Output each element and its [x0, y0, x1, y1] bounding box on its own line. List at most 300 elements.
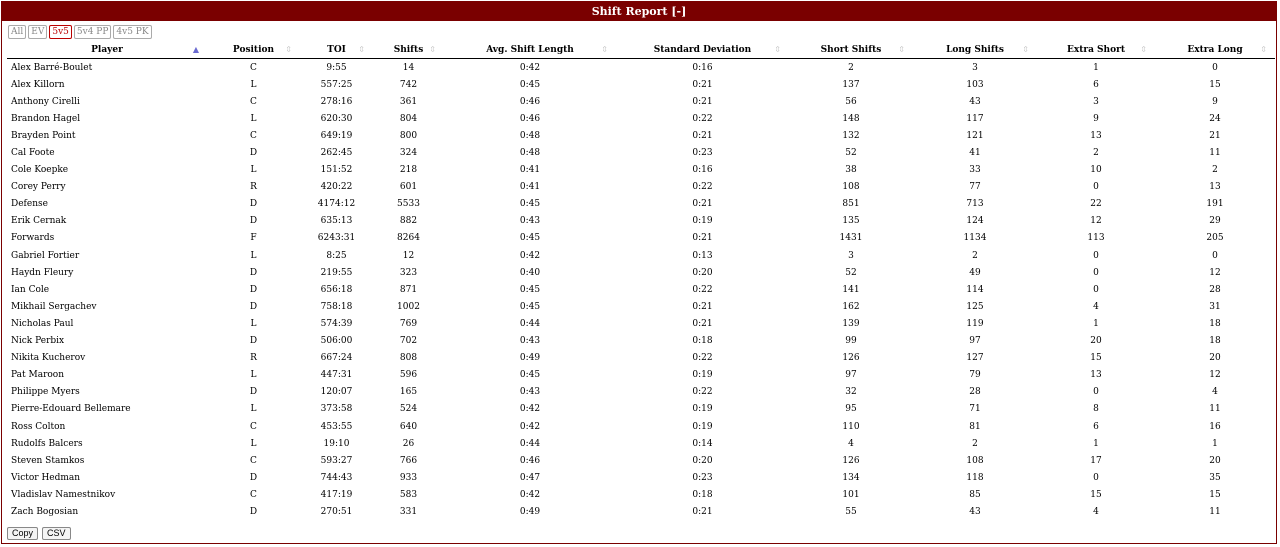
- table-cell: Pat Maroon: [11, 370, 65, 381]
- table-cell: 0:21: [692, 96, 713, 107]
- table-cell: 0:20: [692, 267, 713, 278]
- table-cell: 0:44: [519, 438, 541, 449]
- table-cell: 744:43: [320, 472, 353, 483]
- table-cell: 1: [1093, 62, 1099, 73]
- table-cell: D: [249, 284, 258, 295]
- table-cell: 20: [1209, 455, 1221, 466]
- table-row: [7, 144, 1275, 161]
- filter-4v5-pk[interactable]: 4v5 PK: [113, 25, 151, 39]
- table-cell: 3: [972, 62, 978, 73]
- table-cell: 71: [969, 404, 981, 415]
- sort-icon: ⇳: [1260, 44, 1267, 54]
- table-cell: 506:00: [320, 336, 353, 347]
- table-cell: 635:13: [320, 216, 353, 227]
- table-cell: 126: [842, 353, 860, 364]
- table-cell: 871: [399, 284, 418, 295]
- table-cell: 742: [399, 79, 418, 90]
- shift-table: [7, 41, 1275, 521]
- filter-5v5[interactable]: 5v5: [49, 25, 72, 39]
- table-cell: 270:51: [320, 506, 353, 517]
- table-cell: 0:49: [519, 506, 541, 517]
- table-cell: 219:55: [320, 267, 353, 278]
- sort-icon: ⇳: [1140, 44, 1147, 54]
- table-cell: 0:16: [692, 62, 713, 73]
- table-cell: 800: [399, 130, 418, 141]
- table-cell: 8:25: [326, 250, 347, 261]
- table-row: [7, 127, 1275, 144]
- table-cell: 18: [1209, 336, 1221, 347]
- table-cell: C: [250, 62, 257, 73]
- table-cell: 103: [966, 79, 984, 90]
- table-cell: 0:42: [519, 489, 541, 500]
- table-row: [7, 298, 1275, 315]
- table-cell: 0:19: [692, 216, 713, 227]
- table-cell: 8: [1093, 404, 1099, 415]
- table-cell: 15: [1090, 353, 1102, 364]
- table-row: [7, 452, 1275, 469]
- table-cell: L: [250, 438, 257, 449]
- table-cell: 0:21: [692, 301, 713, 312]
- table-cell: 32: [845, 387, 857, 398]
- table-cell: Nikita Kucherov: [11, 353, 86, 364]
- table-cell: 21: [1209, 130, 1221, 141]
- table-cell: 17: [1090, 455, 1102, 466]
- table-cell: 2: [848, 62, 854, 73]
- col-player[interactable]: Player ▲: [7, 41, 207, 59]
- table-body: [7, 59, 1275, 521]
- filter-ev[interactable]: EV: [28, 25, 47, 39]
- table-cell: L: [250, 165, 257, 176]
- table-cell: Ross Colton: [11, 421, 66, 432]
- table-cell: 0:42: [519, 250, 541, 261]
- table-cell: Steven Stamkos: [11, 455, 85, 466]
- table-cell: 882: [399, 216, 418, 227]
- table-cell: 0:21: [692, 318, 713, 329]
- table-cell: 0:19: [692, 404, 713, 415]
- copy-button[interactable]: Copy: [7, 527, 38, 540]
- table-cell: 0: [1093, 472, 1099, 483]
- table-cell: Zach Bogosian: [11, 506, 79, 517]
- table-cell: 55: [845, 506, 857, 517]
- table-cell: 31: [1209, 301, 1221, 312]
- table-cell: 11: [1209, 506, 1221, 517]
- table-cell: Mikhail Sergachev: [11, 301, 97, 312]
- table-cell: 933: [399, 472, 418, 483]
- sort-icon: ⇳: [358, 44, 365, 54]
- table-cell: 134: [842, 472, 860, 483]
- table-cell: 15: [1209, 489, 1221, 500]
- table-cell: 124: [966, 216, 984, 227]
- table-cell: C: [250, 489, 257, 500]
- table-cell: 766: [399, 455, 418, 466]
- table-cell: R: [250, 182, 257, 193]
- table-row: [7, 384, 1275, 401]
- table-cell: 0:45: [519, 284, 541, 295]
- table-cell: 12: [402, 250, 415, 261]
- table-cell: 453:55: [320, 421, 353, 432]
- table-cell: D: [249, 336, 258, 347]
- table-cell: 0:41: [519, 165, 541, 176]
- table-cell: D: [249, 506, 258, 517]
- table-cell: 151:52: [320, 165, 353, 176]
- table-cell: 10: [1090, 165, 1102, 176]
- col-extra-long[interactable]: Extra Long ⇳: [1155, 41, 1275, 59]
- table-cell: 0:45: [519, 199, 541, 210]
- table-cell: 0: [1212, 62, 1218, 73]
- table-cell: 127: [966, 353, 984, 364]
- table-cell: 6: [1093, 79, 1099, 90]
- table-cell: 2: [1093, 148, 1099, 159]
- table-cell: 0: [1093, 267, 1099, 278]
- table-cell: 6: [1093, 421, 1099, 432]
- table-row: [7, 281, 1275, 298]
- table-cell: 141: [842, 284, 860, 295]
- table-cell: 0:42: [519, 62, 541, 73]
- table-row: [7, 469, 1275, 486]
- table-cell: Gabriel Fortier: [11, 250, 80, 261]
- table-cell: 137: [842, 79, 860, 90]
- table-cell: 13: [1090, 370, 1102, 381]
- table-cell: 804: [399, 113, 418, 124]
- table-row: [7, 264, 1275, 281]
- table-cell: 0:22: [692, 113, 713, 124]
- table-cell: 165: [399, 387, 418, 398]
- table-cell: 0: [1093, 182, 1099, 193]
- table-cell: 18: [1209, 318, 1221, 329]
- table-cell: 0:14: [692, 438, 713, 449]
- table-cell: 0:47: [519, 472, 541, 483]
- shift-report-panel: [1, 1, 1277, 544]
- table-cell: 218: [399, 165, 418, 176]
- table-cell: 113: [1087, 233, 1105, 244]
- table-row: [7, 110, 1275, 127]
- sort-icon: ⇳: [774, 44, 781, 54]
- table-cell: 593:27: [320, 455, 353, 466]
- table-cell: 0:19: [692, 370, 713, 381]
- sort-icon: ⇳: [285, 44, 292, 54]
- table-cell: 101: [842, 489, 860, 500]
- table-cell: 29: [1209, 216, 1221, 227]
- table-cell: 2: [1212, 165, 1218, 176]
- table-cell: 16: [1209, 421, 1221, 432]
- table-cell: L: [250, 370, 257, 381]
- table-cell: 1431: [839, 233, 863, 244]
- table-cell: F: [250, 233, 257, 244]
- filter-all[interactable]: All: [8, 25, 26, 39]
- table-cell: Rudolfs Balcers: [11, 438, 83, 449]
- table-cell: 0: [1093, 250, 1099, 261]
- table-cell: 85: [969, 489, 981, 500]
- table-cell: 0:21: [692, 199, 713, 210]
- table-cell: 420:22: [320, 182, 353, 193]
- table-cell: 0:48: [519, 148, 541, 159]
- table-cell: 2: [972, 438, 978, 449]
- table-cell: 15: [1209, 79, 1221, 90]
- table-cell: D: [249, 267, 258, 278]
- table-cell: 121: [966, 130, 984, 141]
- table-cell: 33: [969, 165, 981, 176]
- table-cell: 0:22: [692, 387, 713, 398]
- table-cell: 1: [1093, 438, 1099, 449]
- table-cell: C: [250, 421, 257, 432]
- table-cell: 0:45: [519, 370, 541, 381]
- table-cell: 8264: [397, 233, 420, 244]
- col-shifts[interactable]: Shifts ⇳: [373, 41, 444, 59]
- table-cell: Haydn Fleury: [11, 267, 74, 278]
- table-cell: Alex Barré-Boulet: [11, 62, 93, 73]
- table-cell: 0:22: [692, 353, 713, 364]
- table-cell: 43: [969, 506, 981, 517]
- table-cell: 5533: [397, 199, 420, 210]
- table-cell: 24: [1209, 113, 1221, 124]
- col-toi[interactable]: TOI ⇳: [300, 41, 373, 59]
- table-cell: 0:43: [519, 336, 541, 347]
- table-cell: 4: [1212, 387, 1218, 398]
- table-cell: 601: [399, 182, 418, 193]
- table-cell: 6243:31: [317, 233, 356, 244]
- table-cell: 9: [1212, 96, 1218, 107]
- table-cell: 14: [402, 62, 415, 73]
- table-cell: 1002: [397, 301, 420, 312]
- table-cell: 26: [402, 438, 415, 449]
- table-cell: 0:21: [692, 506, 713, 517]
- table-cell: 4: [1093, 506, 1099, 517]
- table-cell: D: [249, 472, 258, 483]
- table-cell: 139: [842, 318, 860, 329]
- table-row: [7, 179, 1275, 196]
- table-cell: 331: [399, 506, 418, 517]
- table-cell: Ian Cole: [11, 284, 50, 295]
- table-cell: 851: [842, 199, 860, 210]
- table-cell: 620:30: [320, 113, 353, 124]
- table-cell: Erik Cernak: [11, 216, 67, 227]
- table-cell: 0:21: [692, 233, 713, 244]
- table-cell: 35: [1209, 472, 1221, 483]
- table-row: [7, 213, 1275, 230]
- table-cell: 52: [845, 267, 857, 278]
- table-cell: 52: [845, 148, 857, 159]
- table-cell: 0:22: [692, 284, 713, 295]
- export-buttons: [7, 527, 71, 540]
- table-cell: 119: [966, 318, 984, 329]
- panel-title[interactable]: Shift Report [-]: [2, 2, 1276, 21]
- table-cell: Vladislav Namestnikov: [11, 489, 116, 500]
- table-cell: 524: [399, 404, 418, 415]
- table-cell: D: [249, 387, 258, 398]
- table-cell: 97: [969, 336, 981, 347]
- table-cell: 0:18: [692, 336, 713, 347]
- table-row: [7, 418, 1275, 435]
- table-cell: 0:45: [519, 301, 541, 312]
- table-cell: 3: [1093, 96, 1099, 107]
- table-cell: 0:49: [519, 353, 541, 364]
- table-cell: C: [250, 130, 257, 141]
- table-cell: 41: [969, 148, 981, 159]
- table-cell: 205: [1206, 233, 1224, 244]
- table-cell: 99: [845, 336, 857, 347]
- table-cell: 262:45: [320, 148, 353, 159]
- table-cell: Nicholas Paul: [11, 318, 74, 329]
- table-cell: Brandon Hagel: [11, 113, 81, 124]
- table-cell: 12: [1090, 216, 1102, 227]
- table-cell: 323: [399, 267, 418, 278]
- table-cell: 0:41: [519, 182, 541, 193]
- table-header-row: [7, 41, 1275, 59]
- table-row: [7, 315, 1275, 332]
- table-cell: 0:43: [519, 387, 541, 398]
- table-cell: 56: [845, 96, 857, 107]
- table-cell: 596: [399, 370, 418, 381]
- table-cell: C: [250, 455, 257, 466]
- table-row: [7, 247, 1275, 264]
- table-cell: 808: [399, 353, 418, 364]
- table-cell: 1: [1212, 438, 1218, 449]
- table-cell: 13: [1209, 182, 1221, 193]
- table-cell: 667:24: [320, 353, 353, 364]
- table-cell: Cole Koepke: [11, 165, 69, 176]
- table-cell: 22: [1090, 199, 1102, 210]
- csv-button[interactable]: CSV: [42, 527, 71, 540]
- table-cell: 0:23: [692, 472, 713, 483]
- table-cell: 95: [845, 404, 857, 415]
- table-row: [7, 93, 1275, 110]
- table-cell: 758:18: [320, 301, 353, 312]
- col-extra-short[interactable]: Extra Short ⇳: [1037, 41, 1155, 59]
- table-cell: 0:44: [519, 318, 541, 329]
- table-cell: 0:46: [519, 455, 541, 466]
- col-short-shifts[interactable]: Short Shifts ⇳: [789, 41, 913, 59]
- table-cell: 118: [966, 472, 984, 483]
- table-cell: 0:21: [692, 79, 713, 90]
- table-cell: 769: [399, 318, 418, 329]
- table-cell: 417:19: [320, 489, 353, 500]
- table-cell: 0:43: [519, 216, 541, 227]
- table-cell: 12: [1209, 370, 1221, 381]
- table-cell: 574:39: [320, 318, 353, 329]
- table-cell: 1: [1093, 318, 1099, 329]
- table-cell: 28: [1209, 284, 1221, 295]
- table-cell: 0:46: [519, 113, 541, 124]
- table-row: [7, 435, 1275, 452]
- table-cell: 162: [842, 301, 860, 312]
- table-cell: 148: [842, 113, 860, 124]
- table-cell: 13: [1090, 130, 1102, 141]
- table-cell: 0:13: [692, 250, 713, 261]
- table-cell: 135: [842, 216, 860, 227]
- sort-icon: ⇳: [429, 44, 436, 54]
- table-cell: 3: [848, 250, 854, 261]
- table-cell: 43: [969, 96, 981, 107]
- table-cell: L: [250, 318, 257, 329]
- table-cell: 713: [966, 199, 984, 210]
- col-long-shifts[interactable]: Long Shifts ⇳: [913, 41, 1037, 59]
- table-cell: 447:31: [320, 370, 353, 381]
- table-cell: 0:42: [519, 421, 541, 432]
- table-cell: 97: [845, 370, 857, 381]
- table-cell: 0:40: [519, 267, 541, 278]
- sort-icon: ⇳: [898, 44, 905, 54]
- table-cell: 0: [1212, 250, 1218, 261]
- table-cell: 4: [1093, 301, 1099, 312]
- table-cell: 108: [966, 455, 984, 466]
- table-cell: 0:48: [519, 130, 541, 141]
- table-cell: 0:19: [692, 421, 713, 432]
- table-row: [7, 162, 1275, 179]
- table-cell: L: [250, 113, 257, 124]
- table-cell: 79: [969, 370, 981, 381]
- table-cell: Defense: [11, 199, 48, 210]
- table-cell: 0:16: [692, 165, 713, 176]
- table-cell: Forwards: [11, 233, 55, 244]
- table-cell: R: [250, 353, 257, 364]
- table-cell: 11: [1209, 148, 1221, 159]
- col-position[interactable]: Position ⇳: [207, 41, 300, 59]
- table-cell: 81: [969, 421, 981, 432]
- table-cell: 19:10: [323, 438, 350, 449]
- table-cell: 656:18: [320, 284, 353, 295]
- table-cell: L: [250, 250, 257, 261]
- table-cell: 373:58: [320, 404, 353, 415]
- table-row: [7, 333, 1275, 350]
- table-cell: Alex Killorn: [11, 79, 65, 90]
- table-cell: Pierre-Edouard Bellemare: [11, 404, 131, 415]
- table-row: [7, 367, 1275, 384]
- table-cell: 0:23: [692, 148, 713, 159]
- table-cell: 4: [848, 438, 854, 449]
- table-cell: 1134: [963, 233, 987, 244]
- table-cell: 15: [1090, 489, 1102, 500]
- table-cell: 110: [842, 421, 860, 432]
- table-cell: 0:45: [519, 79, 541, 90]
- table-row: [7, 59, 1275, 77]
- filter-5v4-pp[interactable]: 5v4 PP: [74, 25, 112, 39]
- table-cell: Philippe Myers: [11, 387, 80, 398]
- table-cell: 0:45: [519, 233, 541, 244]
- table-row: [7, 230, 1275, 247]
- table-cell: 4174:12: [317, 199, 356, 210]
- table-cell: D: [249, 199, 258, 210]
- table-row: [7, 503, 1275, 520]
- col-avg-shift-length[interactable]: Avg. Shift Length ⇳: [444, 41, 616, 59]
- table-cell: 9:55: [326, 62, 347, 73]
- table-cell: 117: [966, 113, 984, 124]
- table-cell: 38: [845, 165, 857, 176]
- table-cell: 0:46: [519, 96, 541, 107]
- table-cell: 20: [1090, 336, 1102, 347]
- table-cell: 557:25: [320, 79, 353, 90]
- situation-filters: [8, 25, 152, 39]
- col-standard-deviation[interactable]: Standard Deviation ⇳: [616, 41, 789, 59]
- table-row: [7, 76, 1275, 93]
- table-cell: Anthony Cirelli: [11, 96, 80, 107]
- table-cell: Victor Hedman: [11, 472, 81, 483]
- table-row: [7, 401, 1275, 418]
- table-cell: D: [249, 148, 258, 159]
- table-cell: 0: [1093, 387, 1099, 398]
- table-cell: 640: [399, 421, 418, 432]
- table-cell: 20: [1209, 353, 1221, 364]
- table-cell: 0:22: [692, 182, 713, 193]
- table-cell: 28: [969, 387, 981, 398]
- table-cell: 0: [1093, 284, 1099, 295]
- table-row: [7, 486, 1275, 503]
- table-cell: D: [249, 216, 258, 227]
- table-cell: 125: [966, 301, 984, 312]
- table-row: [7, 350, 1275, 367]
- sort-icon: ⇳: [1022, 44, 1029, 54]
- table-cell: 702: [399, 336, 418, 347]
- table-cell: 324: [399, 148, 418, 159]
